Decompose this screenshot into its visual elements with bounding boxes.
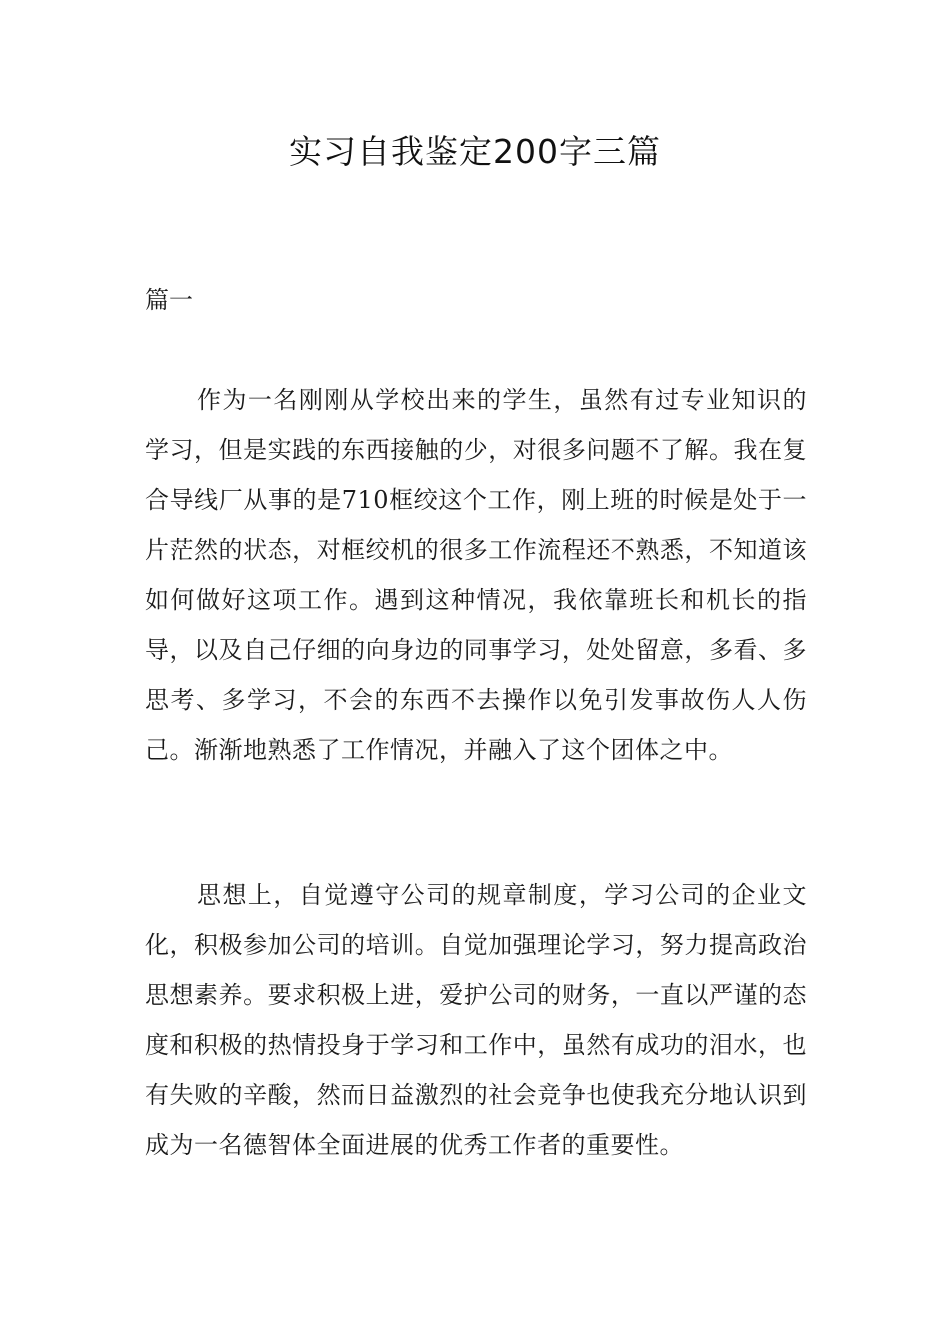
document-title: 实习自我鉴定200字三篇 (289, 132, 661, 171)
paragraph-1: 作为一名刚刚从学校出来的学生，虽然有过专业知识的学习，但是实践的东西接触的少，对很多问题不了解。我在复合导线厂从事的是710框绞这个工作，刚上班的时候是处于一片茫然的状态，对框绞机的很多工作流程还不熟悉，不知道该如何做好这项工作。遇到这种情况，我依靠班长和机长的指导，以及自己仔细的向身边的同事学习，处处留意，多看、多思考、多学习，不会的东西不去操作以免引发事故伤人人伤己。渐渐地熟悉了工作情况，并融入了这个团体之中。 (145, 386, 807, 764)
section-heading: 篇一 (145, 286, 193, 314)
paragraph-2: 思想上，自觉遵守公司的规章制度，学习公司的企业文化，积极参加公司的培训。自觉加强理论学习，努力提高政治思想素养。要求积极上进，爱护公司的财务，一直以严谨的态度和积极的热情投身于学习和工作中，虽然有成功的泪水，也有失败的辛酸，然而日益激烈的社会竞争也使我充分地认识到成为一名德智体全面进展的优秀工作者的重要性。 (145, 881, 807, 1159)
